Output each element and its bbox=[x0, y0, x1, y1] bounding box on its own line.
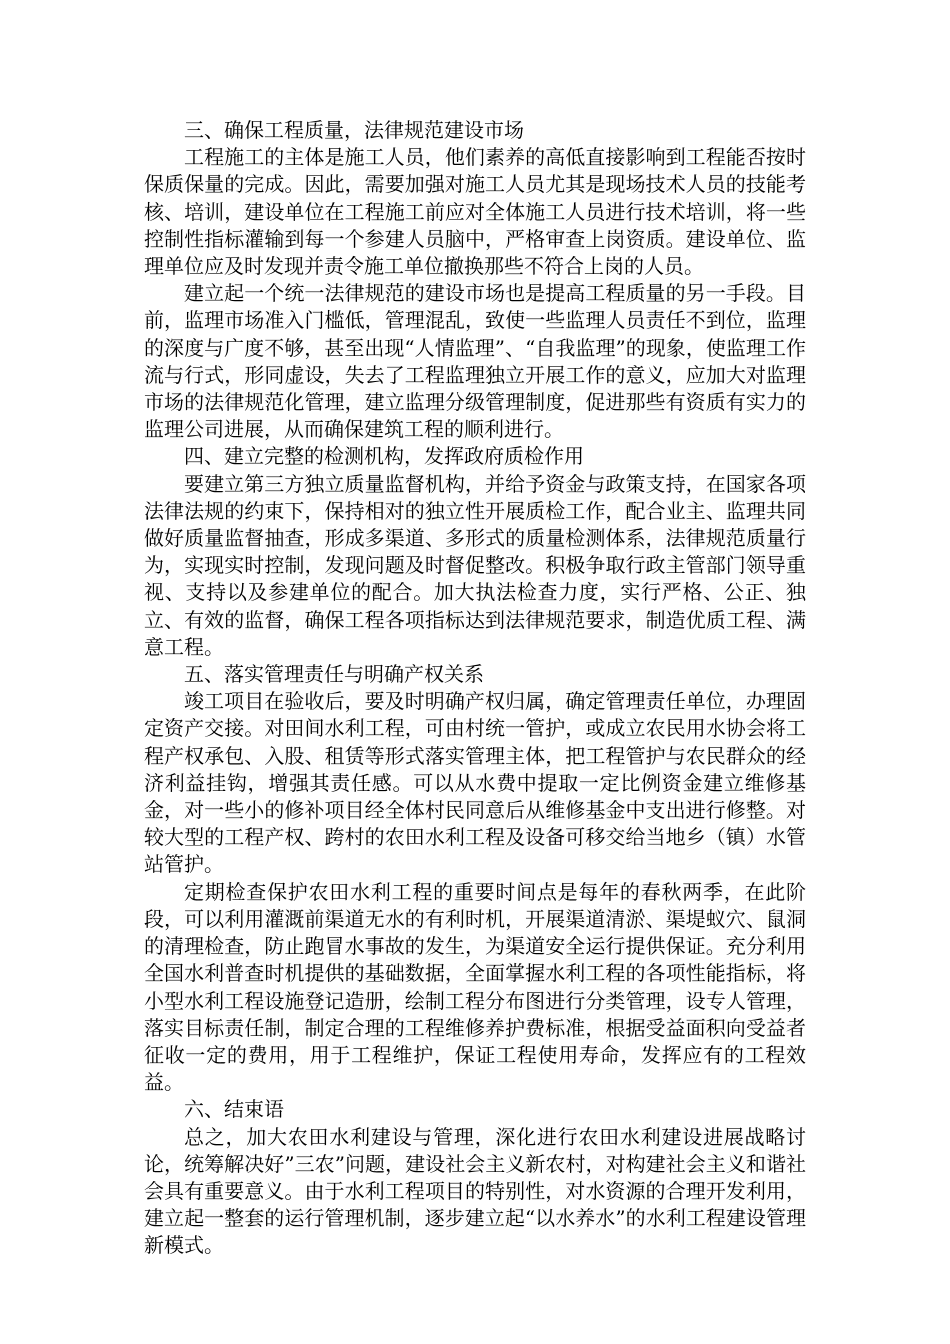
section-heading-6: 六、结束语 bbox=[184, 1097, 284, 1122]
paragraph: 工程施工的主体是施工人员，他们素养的高低直接影响到工程能否按时保质保量的完成。因此，需要加强对施工人员尤其是现场技术人员的技能考核、培训，建设单位在工程施工前应对全体施工人员进行技术培训，将一些控制性指标灌输到每一个参建人员脑中，严格审查上岗资质。建设单位、监理单位应及时发现并责令施工单位撤换那些不符合上岗的人员。 bbox=[144, 145, 806, 279]
paragraph: 要建立第三方独立质量监督机构，并给予资金与政策支持，在国家各项法律法规的约束下，保持相对的独立性开展质检工作，配合业主、监理共同做好质量监督抽查，形成多渠道、多形式的质量检测体系，法律规范质量行为，实现实时控制，发现问题及时督促整改。积极争取行政主管部门领导重视、支持以及参建单位的配合。加大执法检查力度，实行严格、公正、独立、有效的监督，确保工程各项指标达到法律规范要求，制造优质工程、满意工程。 bbox=[144, 471, 806, 659]
paragraph: 定期检查保护农田水利工程的重要时间点是每年的春秋两季，在此阶段，可以利用灌溉前渠道无水的有利时机，开展渠道清淤、渠堤蚁穴、鼠洞的清理检查，防止跑冒水事故的发生，为渠道安全运行提供保证。充分利用全国水利普查时机提供的基础数据，全面掌握水利工程的各项性能指标，将小型水利工程设施登记造册，绘制工程分布图进行分类管理，设专人管理，落实目标责任制，制定合理的工程维修养护费标准，根据受益面积向受益者征收一定的费用，用于工程维护，保证工程使用寿命，发挥应有的工程效益。 bbox=[144, 879, 806, 1095]
paragraph: 总之，加大农田水利建设与管理，深化进行农田水利建设进展战略讨论，统筹解决好”三农”问题，建设社会主义新农村，对构建社会主义和谐社会具有重要意义。由于水利工程项目的特别性，对水资源的合理开发利用，建立起一整套的运行管理机制，逐步建立起“以水养水”的水利工程建设管理新模式。 bbox=[144, 1124, 806, 1258]
document-body bbox=[144, 117, 806, 1260]
section-heading-4: 四、建立完整的检测机构，发挥政府质检作用 bbox=[184, 444, 584, 469]
paragraph: 建立起一个统一法律规范的建设市场也是提高工程质量的另一手段。目前，监理市场准入门槛低，管理混乱，致使一些监理人员责任不到位，监理的深度与广度不够，甚至出现“人情监理”、“自我监理”的现象，使监理工作流与行式，形同虚设，失去了工程监理独立开展工作的意义，应加大对监理市场的法律规范化管理，建立监理分级管理制度，促进那些有资质有实力的监理公司进展，从而确保建筑工程的顺利进行。 bbox=[144, 281, 806, 442]
paragraph: 竣工项目在验收后，要及时明确产权归属，确定管理责任单位，办理固定资产交接。对田间水利工程，可由村统一管护，或成立农民用水协会将工程产权承包、入股、租赁等形式落实管理主体，把工程管护与农民群众的经济利益挂钩，增强其责任感。可以从水费中提取一定比例资金建立维修基金，对一些小的修补项目经全体村民同意后从维修基金中支出进行修整。对较大型的工程产权、跨村的农田水利工程及设备可移交给当地乡（镇）水管站管护。 bbox=[144, 689, 806, 877]
section-heading-3: 三、确保工程质量，法律规范建设市场 bbox=[184, 118, 524, 142]
section-heading-5: 五、落实管理责任与明确产权关系 bbox=[184, 662, 484, 687]
